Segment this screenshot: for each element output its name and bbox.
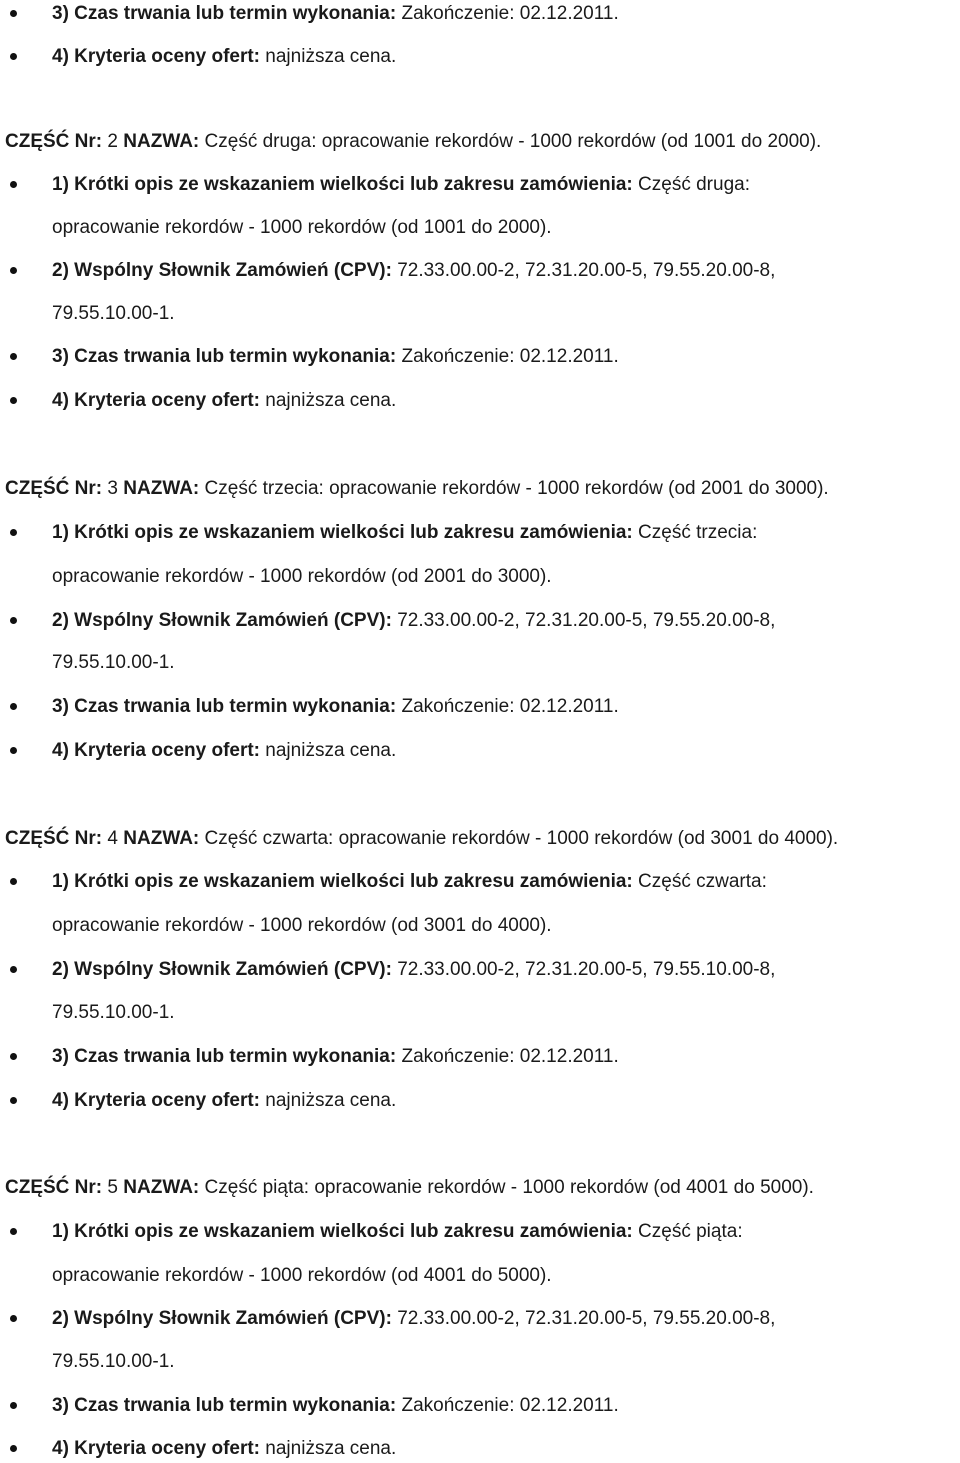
part-heading: CZĘŚĆ Nr: 2 NAZWA: Część druga: opracowanie rekordów - 1000 rekordów (od 1001 do 2000). <box>5 131 822 152</box>
czas-label: 3) Czas trwania lub termin wykonania: <box>52 3 397 24</box>
part-name: Część piąta: opracowanie rekordów - 1000 rekordów (od 4001 do 5000). <box>204 1177 814 1198</box>
kryteria-value: najniższa cena. <box>265 46 397 67</box>
part-heading: CZĘŚĆ Nr: 5 NAZWA: Część piąta: opracowanie rekordów - 1000 rekordów (od 4001 do 5000). <box>5 1177 814 1198</box>
part-heading: CZĘŚĆ Nr: 3 NAZWA: Część trzecia: opracowanie rekordów - 1000 rekordów (od 2001 do 3000). <box>5 478 829 499</box>
krotki-continuation: opracowanie rekordów - 1000 rekordów (od 1001 do 2000). <box>52 217 552 238</box>
krotki-continuation: opracowanie rekordów - 1000 rekordów (od 4001 do 5000). <box>52 1265 552 1286</box>
part-name: Część czwarta: opracowanie rekordów - 1000 rekordów (od 3001 do 4000). <box>204 828 839 849</box>
bullet-icon <box>10 1228 17 1235</box>
bullet-icon <box>10 1445 17 1452</box>
part-number: 4 <box>107 828 118 849</box>
czas-value: Zakończenie: 02.12.2011. <box>401 3 619 24</box>
kryteria-label: 4) Kryteria oceny ofert: <box>52 46 261 67</box>
bullet-icon <box>10 10 17 17</box>
bullet-icon <box>10 966 17 973</box>
bullet-icon <box>10 181 17 188</box>
part-number: 5 <box>107 1177 118 1198</box>
bullet-icon <box>10 1053 17 1060</box>
bullet-icon <box>10 1315 17 1322</box>
bullet-icon <box>10 703 17 710</box>
krotki-continuation: opracowanie rekordów - 1000 rekordów (od 2001 do 3000). <box>52 566 552 587</box>
bullet-icon <box>10 1402 17 1409</box>
bullet-icon <box>10 878 17 885</box>
cpv-continuation: 79.55.10.00-1. <box>52 1351 175 1372</box>
cpv-continuation: 79.55.10.00-1. <box>52 1002 175 1023</box>
bullet-icon <box>10 747 17 754</box>
bullet-icon <box>10 617 17 624</box>
part-name: Część druga: opracowanie rekordów - 1000 rekordów (od 1001 do 2000). <box>204 131 822 152</box>
bullet-icon <box>10 353 17 360</box>
cpv-continuation: 79.55.10.00-1. <box>52 303 175 324</box>
bullet-icon <box>10 529 17 536</box>
bullet-icon <box>10 53 17 60</box>
part-name: Część trzecia: opracowanie rekordów - 1000 rekordów (od 2001 do 3000). <box>204 478 829 499</box>
bullet-icon <box>10 397 17 404</box>
krotki-continuation: opracowanie rekordów - 1000 rekordów (od 3001 do 4000). <box>52 915 552 936</box>
bullet-icon <box>10 267 17 274</box>
part-number: 3 <box>107 478 118 499</box>
bullet-icon <box>10 1097 17 1104</box>
part-number: 2 <box>107 131 118 152</box>
part-heading: CZĘŚĆ Nr: 4 NAZWA: Część czwarta: opracowanie rekordów - 1000 rekordów (od 3001 do 4000). <box>5 828 839 849</box>
cpv-continuation: 79.55.10.00-1. <box>52 652 175 673</box>
